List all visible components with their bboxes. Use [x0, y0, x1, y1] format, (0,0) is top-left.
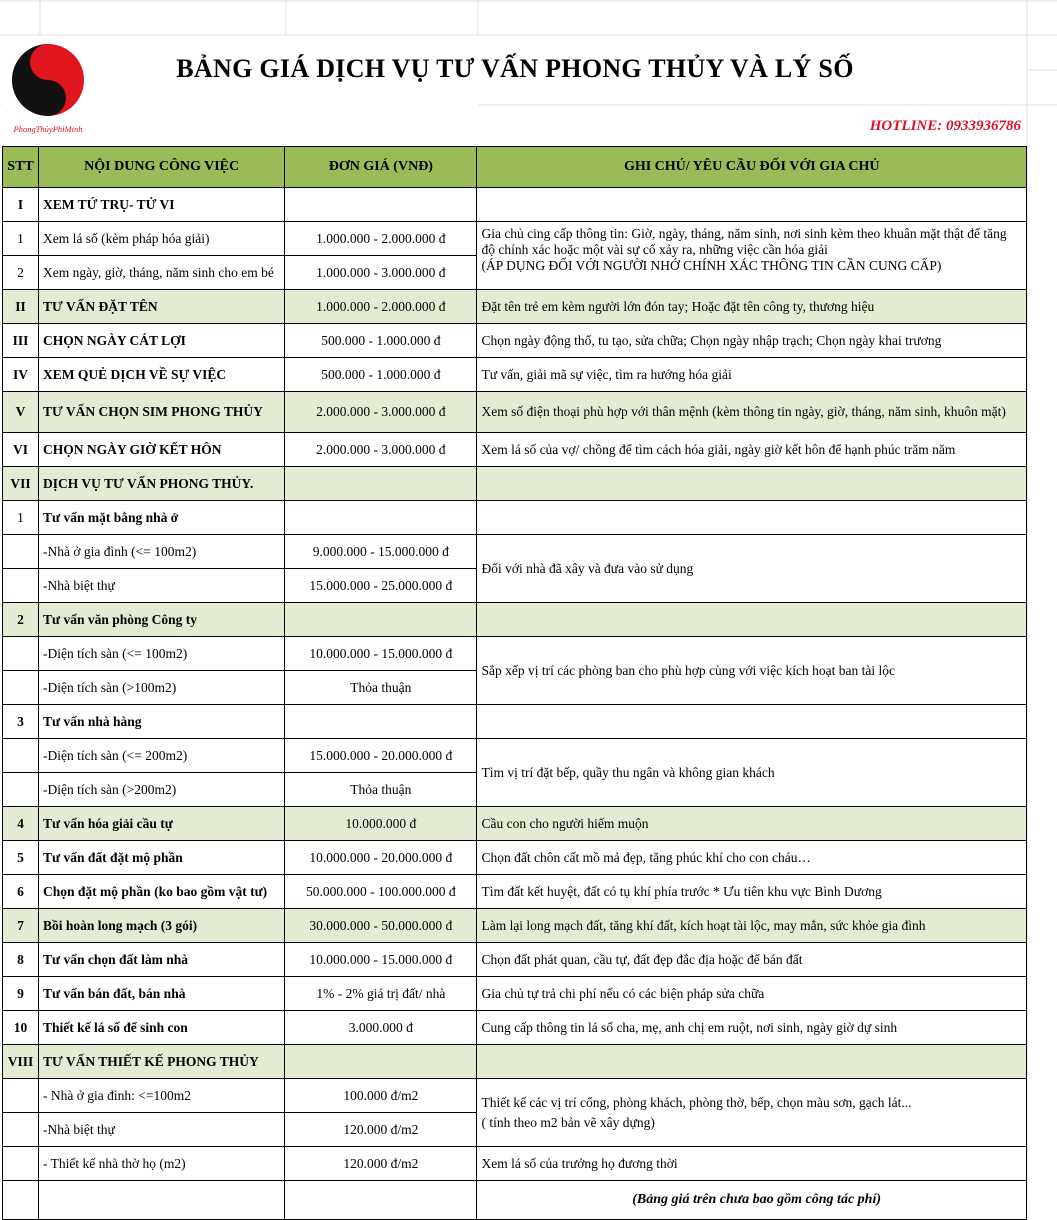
row-price: 10.000.000 - 15.000.000 đ [285, 637, 477, 671]
row-stt [3, 739, 39, 773]
row-content: -Diện tích sàn (>200m2) [39, 773, 285, 807]
table-header-row [3, 147, 1027, 188]
row-content: Chọn đặt mộ phần (ko bao gồm vật tư) [39, 875, 285, 909]
table-row [3, 637, 1027, 671]
row-note: Chọn đất phát quan, cầu tự, đất đẹp đắc địa hoặc để bán đất [477, 943, 1027, 977]
table-row [3, 603, 1027, 637]
row-content: Tư vấn mặt bằng nhà ở [39, 501, 285, 535]
row-price: 1.000.000 - 3.000.000 đ [285, 256, 477, 290]
row-note [477, 188, 1027, 222]
header-price: ĐƠN GIÁ (VNĐ) [285, 147, 477, 188]
row-note: Cung cấp thông tin lá số cha, mẹ, anh chị em ruột, nơi sinh, ngày giờ dự sinh [477, 1011, 1027, 1045]
row-content: -Diện tích sàn (<= 200m2) [39, 739, 285, 773]
table-row [3, 875, 1027, 909]
row-price [285, 501, 477, 535]
row-content: XEM TỨ TRỤ- TỬ VI [39, 188, 285, 222]
row-note: Xem số điện thoại phù hợp với thân mệnh (kèm thông tin ngày, giờ, tháng, năm sinh, khuôn mặt) [477, 392, 1027, 433]
note-text: Thiết kế các vị trí cổng, phòng khách, phòng thờ, bếp, chọn màu sơn, gạch lát... [481, 1094, 912, 1110]
row-price: 120.000 đ/m2 [285, 1147, 477, 1181]
row-stt: II [3, 290, 39, 324]
row-stt [3, 671, 39, 705]
table-row [3, 501, 1027, 535]
row-price: 500.000 - 1.000.000 đ [285, 324, 477, 358]
logo-text: PhongThủyPhiMinh [13, 124, 83, 134]
row-content: -Diện tích sàn (<= 100m2) [39, 637, 285, 671]
row-stt [3, 637, 39, 671]
footer-cell [39, 1181, 285, 1220]
hotline-text: HOTLINE: 0933936786 [869, 118, 1021, 134]
row-price: 3.000.000 đ [285, 1011, 477, 1045]
row-price: 10.000.000 đ [285, 807, 477, 841]
table-row [3, 433, 1027, 467]
row-content: - Nhà ở gia đình: <=100m2 [39, 1079, 285, 1113]
row-note: Tìm đất kết huyệt, đất có tụ khí phía trước * Ưu tiên khu vực Bình Dương [477, 875, 1027, 909]
table-row [3, 358, 1027, 392]
row-content: Bồi hoàn long mạch (3 gói) [39, 909, 285, 943]
row-note: Làm lại long mạch đất, tăng khí đất, kích hoạt tài lộc, may mắn, sức khỏe gia đình [477, 909, 1027, 943]
row-note: Xem lá số của vợ/ chồng để tìm cách hóa giải, ngày giờ kết hôn để hạnh phúc trăm năm [477, 433, 1027, 467]
row-content: Xem lá số (kèm pháp hóa giải) [39, 222, 285, 256]
row-stt: 9 [3, 977, 39, 1011]
row-content: XEM QUẺ DỊCH VỀ SỰ VIỆC [39, 358, 285, 392]
row-note: Sắp xếp vị trí các phòng ban cho phù hợp cùng với việc kích hoạt ban tài lộc [477, 637, 1027, 705]
row-price [285, 467, 477, 501]
row-note [477, 222, 1027, 290]
note-text-b: (ÁP DỤNG ĐỐI VỚI NGƯỜI NHỚ CHÍNH XÁC THÔNG TIN CẦN CUNG CẤP) [481, 258, 942, 273]
row-content: Tư vấn hóa giải cầu tự [39, 807, 285, 841]
row-price: 500.000 - 1.000.000 đ [285, 358, 477, 392]
table-row [3, 1147, 1027, 1181]
table-row [3, 705, 1027, 739]
footer-cell [3, 1181, 39, 1220]
row-price: 9.000.000 - 15.000.000 đ [285, 535, 477, 569]
row-price: 100.000 đ/m2 [285, 1079, 477, 1113]
row-stt [3, 569, 39, 603]
row-price [285, 705, 477, 739]
row-stt: 1 [3, 222, 39, 256]
header-content: NỘI DUNG CÔNG VIỆC [39, 147, 285, 188]
row-content: Tư vấn đất đặt mộ phần [39, 841, 285, 875]
row-note [477, 1045, 1027, 1079]
row-stt [3, 1113, 39, 1147]
row-price: 15.000.000 - 25.000.000 đ [285, 569, 477, 603]
table-row [3, 467, 1027, 501]
row-note: Chọn đất chôn cất mồ mả đẹp, tăng phúc khí cho con cháu… [477, 841, 1027, 875]
table-footer-row [3, 1181, 1027, 1220]
row-price: 15.000.000 - 20.000.000 đ [285, 739, 477, 773]
row-price: Thỏa thuận [285, 671, 477, 705]
row-stt: VII [3, 467, 39, 501]
table-row [3, 977, 1027, 1011]
row-stt: 8 [3, 943, 39, 977]
row-content: DỊCH VỤ TƯ VẤN PHONG THỦY. [39, 467, 285, 501]
page-title: BẢNG GIÁ DỊCH VỤ TƯ VẤN PHONG THỦY VÀ LÝ SỐ [176, 54, 854, 83]
row-note [477, 705, 1027, 739]
row-note: Cầu con cho người hiếm muộn [477, 807, 1027, 841]
row-price: 1.000.000 - 2.000.000 đ [285, 222, 477, 256]
row-stt: III [3, 324, 39, 358]
row-stt: VI [3, 433, 39, 467]
row-stt: 2 [3, 603, 39, 637]
row-stt: VIII [3, 1045, 39, 1079]
row-price: 10.000.000 - 15.000.000 đ [285, 943, 477, 977]
table-row [3, 1079, 1027, 1113]
row-price [285, 603, 477, 637]
table-row [3, 1011, 1027, 1045]
row-content: Tư vấn văn phòng Công ty [39, 603, 285, 637]
row-content: TƯ VẤN THIẾT KẾ PHONG THỦY [39, 1045, 285, 1079]
row-price: 1.000.000 - 2.000.000 đ [285, 290, 477, 324]
note-text-b: ( tính theo m2 bản vẽ xây dựng) [481, 1114, 655, 1130]
row-price: 50.000.000 - 100.000.000 đ [285, 875, 477, 909]
table-row [3, 807, 1027, 841]
row-price [285, 1045, 477, 1079]
row-price: 30.000.000 - 50.000.000 đ [285, 909, 477, 943]
table-row [3, 841, 1027, 875]
table-row [3, 290, 1027, 324]
row-content: Tư vấn bán đất, bán nhà [39, 977, 285, 1011]
row-stt [3, 535, 39, 569]
row-stt: IV [3, 358, 39, 392]
row-note [477, 1079, 1027, 1147]
yin-yang-logo [8, 42, 88, 138]
row-stt: 10 [3, 1011, 39, 1045]
table-row [3, 324, 1027, 358]
table-row [3, 535, 1027, 569]
row-note [477, 603, 1027, 637]
table-row [3, 188, 1027, 222]
header-stt: STT [3, 147, 39, 188]
table-row [3, 943, 1027, 977]
row-price: Thỏa thuận [285, 773, 477, 807]
note-text: Gia chủ cing cấp thông tin: Giờ, ngày, tháng, năm sinh, nơi sinh kèm theo khuân mặt thật để tăng độ chính xác hoặc một vài sự cố xảy ra, những việc cần hóa giải [481, 226, 1007, 257]
row-price: 10.000.000 - 20.000.000 đ [285, 841, 477, 875]
footer-cell [285, 1181, 477, 1220]
row-stt: 1 [3, 501, 39, 535]
row-stt: V [3, 392, 39, 433]
table-row [3, 1045, 1027, 1079]
row-content: -Nhà ở gia đình (<= 100m2) [39, 535, 285, 569]
row-price: 2.000.000 - 3.000.000 đ [285, 392, 477, 433]
row-stt [3, 1079, 39, 1113]
header-note: GHI CHÚ/ YÊU CẦU ĐỐI VỚI GIA CHỦ [477, 147, 1027, 188]
row-content: -Nhà biệt thự [39, 569, 285, 603]
price-table [2, 146, 1027, 1220]
table-row [3, 222, 1027, 256]
row-note [477, 467, 1027, 501]
row-note: Tìm vị trí đặt bếp, quầy thu ngân và không gian khách [477, 739, 1027, 807]
row-stt: 2 [3, 256, 39, 290]
row-content: CHỌN NGÀY CÁT LỢI [39, 324, 285, 358]
row-content: Thiết kế lá số để sinh con [39, 1011, 285, 1045]
row-stt: 5 [3, 841, 39, 875]
row-price: 120.000 đ/m2 [285, 1113, 477, 1147]
row-stt [3, 1147, 39, 1181]
page-header [0, 36, 1057, 146]
row-content: TƯ VẤN ĐẶT TÊN [39, 290, 285, 324]
row-note: Chọn ngày động thổ, tu tạo, sửa chữa; Chọn ngày nhập trạch; Chọn ngày khai trương [477, 324, 1027, 358]
row-stt: 3 [3, 705, 39, 739]
row-content: Tư vấn nhà hàng [39, 705, 285, 739]
table-row [3, 392, 1027, 433]
row-price [285, 188, 477, 222]
row-note: Tư vấn, giải mã sự việc, tìm ra hướng hóa giải [477, 358, 1027, 392]
row-stt: 7 [3, 909, 39, 943]
row-note: Xem lá số của trưởng họ đương thời [477, 1147, 1027, 1181]
row-stt: 6 [3, 875, 39, 909]
row-content: Tư vấn chọn đất làm nhà [39, 943, 285, 977]
row-content: TƯ VẤN CHỌN SIM PHONG THỦY [39, 392, 285, 433]
row-content: CHỌN NGÀY GIỜ KẾT HÔN [39, 433, 285, 467]
row-note: Gia chủ tự trả chi phí nếu có các biện pháp sửa chữa [477, 977, 1027, 1011]
row-note [477, 501, 1027, 535]
row-note: Đối với nhà đã xây và đưa vào sử dụng [477, 535, 1027, 603]
row-content: -Diện tích sàn (>100m2) [39, 671, 285, 705]
row-price: 1% - 2% giá trị đất/ nhà [285, 977, 477, 1011]
row-stt: I [3, 188, 39, 222]
row-content: - Thiết kế nhà thờ họ (m2) [39, 1147, 285, 1181]
row-price: 2.000.000 - 3.000.000 đ [285, 433, 477, 467]
row-stt: 4 [3, 807, 39, 841]
row-stt [3, 773, 39, 807]
row-note: Đặt tên trẻ em kèm người lớn đón tay; Hoặc đặt tên công ty, thương hiệu [477, 290, 1027, 324]
row-content: -Nhà biệt thự [39, 1113, 285, 1147]
table-row [3, 909, 1027, 943]
table-row [3, 739, 1027, 773]
row-content: Xem ngày, giờ, tháng, năm sinh cho em bé [39, 256, 285, 290]
footer-note: (Bảng giá trên chưa bao gồm công tác phí) [477, 1181, 1027, 1220]
